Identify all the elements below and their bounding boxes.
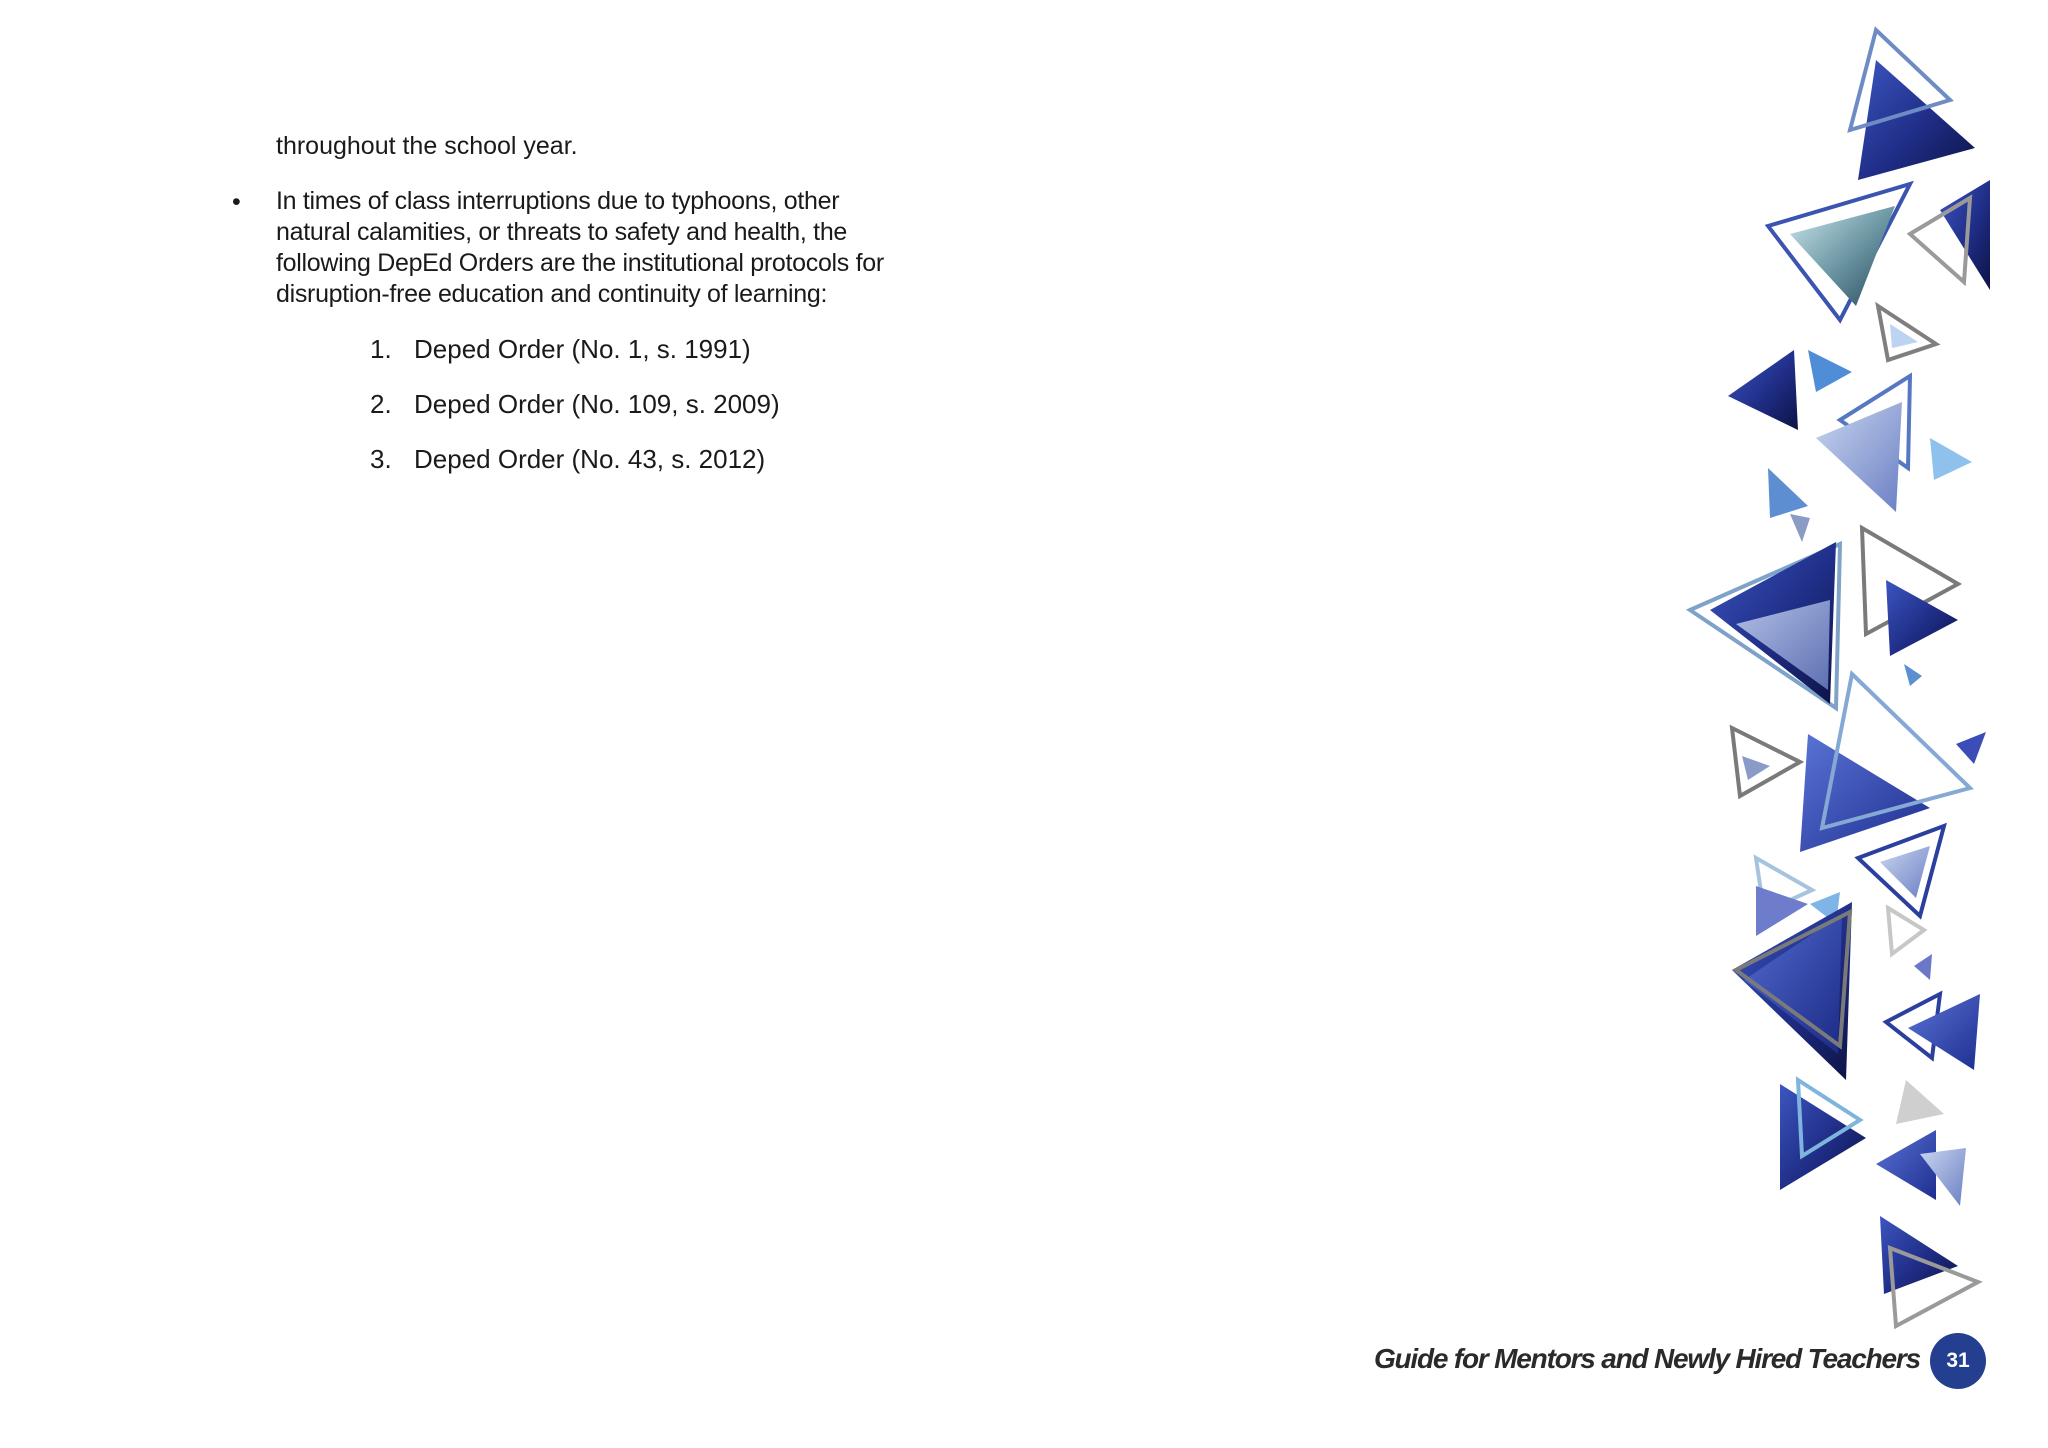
list-item-number: 2. — [370, 389, 392, 419]
bullet-paragraph: In times of class interruptions due to typhoons, other natural calamities, or threats to safety and health, the following DepEd Orders are the institutional protocols for disruption-free education and continuity of learning: — [276, 187, 884, 308]
list-item-number: 1. — [370, 334, 392, 364]
list-item — [370, 388, 780, 443]
bullet-icon: • — [232, 188, 241, 216]
list-item-text: Deped Order (No. 109, s. 2009) — [414, 389, 780, 419]
list-item-text: Deped Order (No. 1, s. 1991) — [414, 334, 751, 364]
list-item-number: 3. — [370, 444, 392, 474]
page-number-badge: 31 — [1930, 1333, 1986, 1389]
list-item — [370, 333, 780, 388]
list-item — [370, 443, 780, 498]
footer-title: Guide for Mentors and Newly Hired Teachers — [1373, 1343, 1920, 1374]
list-item-text: Deped Order (No. 43, s. 2012) — [414, 444, 766, 474]
document-body — [0, 0, 1000, 600]
continuation-text: throughout the school year. — [276, 132, 578, 160]
triangle-pattern-icon — [1640, 20, 2000, 1340]
deped-order-list — [370, 333, 780, 498]
